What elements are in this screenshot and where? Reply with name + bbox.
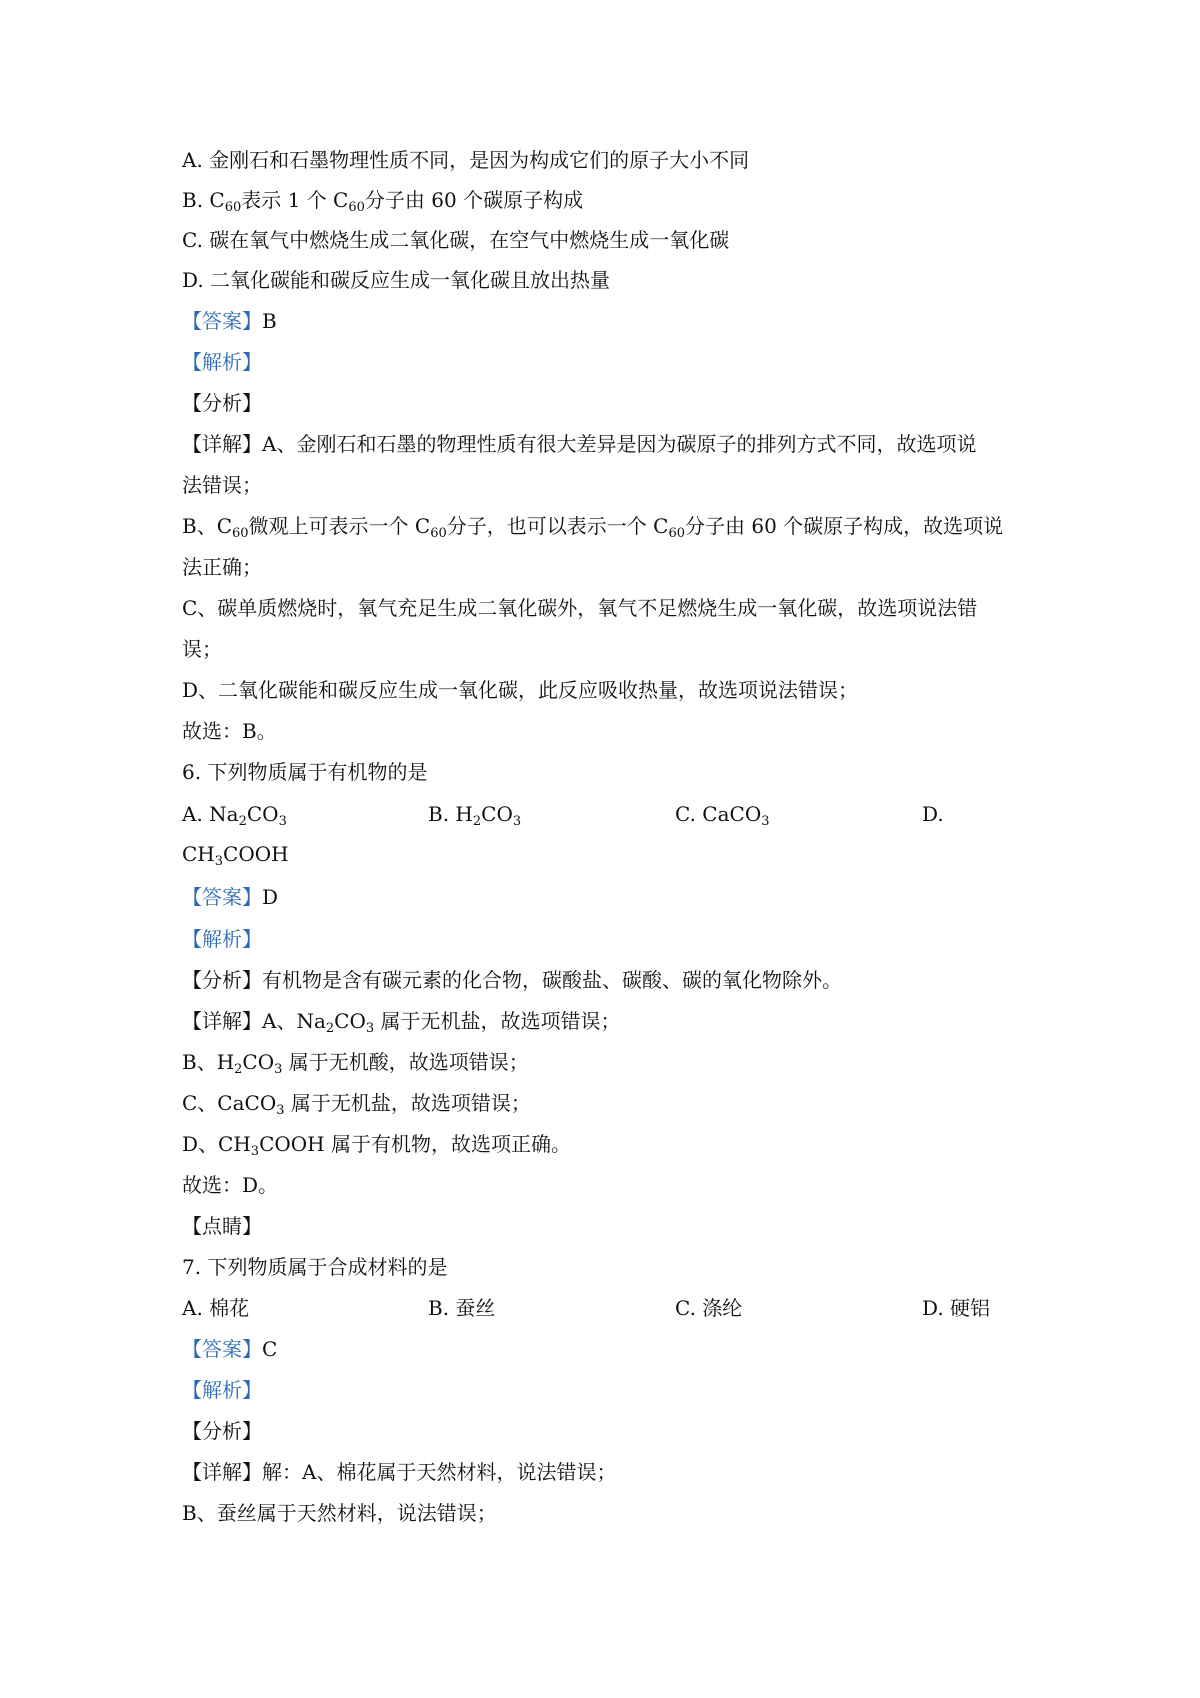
q7-option-b: B. 蚕丝: [428, 1296, 496, 1320]
q5-conclusion: 故选：B。: [182, 719, 277, 743]
q5-detail-c-cont: 误；: [182, 637, 222, 661]
q7-answer: 【答案】C: [182, 1337, 278, 1361]
q5-option-a: A. 金刚石和石墨物理性质不同，是因为构成它们的原子大小不同: [182, 148, 750, 172]
q6-option-d-formula: $CH_3COOH$: [182, 842, 289, 869]
q6-stem: 6. 下列物质属于有机物的是: [182, 760, 428, 784]
q5-detail-b: B、$C_{60}$微观上可表示一个 $C_{60}$分子，也可以表示一个 $C_{60}$分子由 60 个碳原子构成，故选项说: [182, 514, 1004, 541]
q5-detail-c: C、碳单质燃烧时，氧气充足生成二氧化碳外，氧气不足燃烧生成一氧化碳，故选项说法错: [182, 596, 978, 620]
q6-dianjing-heading: 【点睛】: [182, 1214, 262, 1238]
q5-detail-a-cont: 法错误；: [182, 473, 262, 497]
q7-detail-b: B、蚕丝属于天然材料，说法错误；: [182, 1501, 497, 1525]
q7-option-a: A. 棉花: [182, 1296, 250, 1320]
q7-option-d: D. 硬铝: [922, 1296, 991, 1320]
q5-option-d: D. 二氧化碳能和碳反应生成一氧化碳且放出热量: [182, 268, 611, 292]
q6-option-d: D.: [922, 802, 944, 826]
q5-detail-d: D、二氧化碳能和碳反应生成一氧化碳，此反应吸收热量，故选项说法错误；: [182, 678, 859, 702]
q6-fenxi: 【分析】有机物是含有碳元素的化合物，碳酸盐、碳酸、碳的氧化物除外。: [182, 968, 842, 992]
q6-detail-b: B、$H_2CO_3$ 属于无机酸，故选项错误；: [182, 1050, 529, 1077]
q7-stem: 7. 下列物质属于合成材料的是: [182, 1255, 448, 1279]
q5-detail-a: 【详解】A、金刚石和石墨的物理性质有很大差异是因为碳原子的排列方式不同，故选项说: [182, 432, 977, 456]
q7-jiexi-heading: 【解析】: [182, 1378, 262, 1402]
q6-option-b: B. $H_2CO_3$: [428, 802, 522, 829]
q7-detail-a: 【详解】解：A、棉花属于天然材料，说法错误；: [182, 1460, 617, 1484]
q6-detail-a: 【详解】A、$Na_2CO_3$ 属于无机盐，故选项错误；: [182, 1009, 621, 1036]
q5-jiexi-heading: 【解析】: [182, 350, 262, 374]
q6-option-c: C. CaCO$_3$: [675, 802, 770, 829]
q5-option-b: B. $C_{60}$表示 1 个 $C_{60}$分子由 60 个碳原子构成: [182, 188, 584, 215]
q5-answer: 【答案】B: [182, 309, 277, 333]
q6-detail-d: D、$CH_3COOH$ 属于有机物，故选项正确。: [182, 1132, 571, 1159]
q6-detail-c: C、CaCO$_3$ 属于无机盐，故选项错误；: [182, 1091, 531, 1118]
q7-fenxi-heading: 【分析】: [182, 1419, 262, 1443]
q6-jiexi-heading: 【解析】: [182, 927, 262, 951]
q6-answer: 【答案】D: [182, 885, 279, 909]
q7-option-c: C. 涤纶: [675, 1296, 743, 1320]
q6-option-a: A. $Na_2CO_3$: [182, 802, 287, 829]
q5-detail-b-cont: 法正确；: [182, 555, 262, 579]
q6-conclusion: 故选：D。: [182, 1173, 279, 1197]
q5-fenxi-heading: 【分析】: [182, 391, 262, 415]
q5-option-c: C. 碳在氧气中燃烧生成二氧化碳，在空气中燃烧生成一氧化碳: [182, 228, 730, 252]
